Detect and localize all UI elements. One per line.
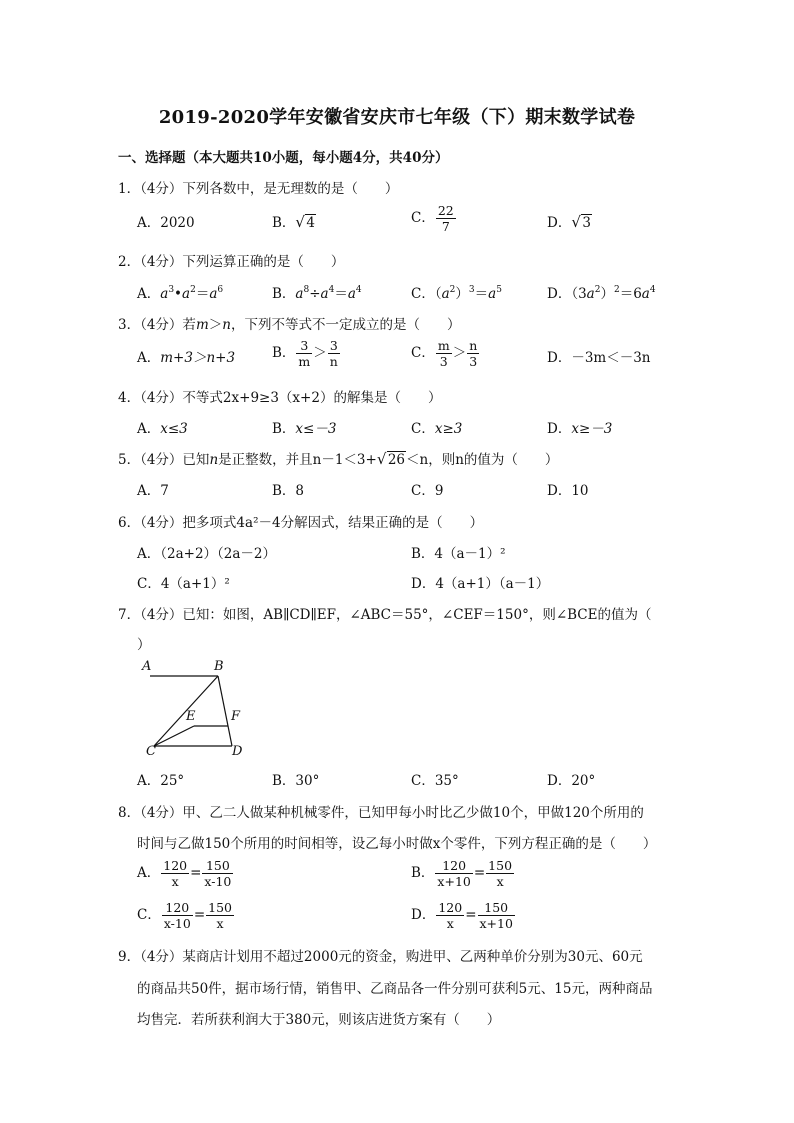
question-7-stem: 7．（4分）已知：如图，AB∥CD∥EF，∠ABC＝55°，∠CEF＝150°，则∠BCE的值为（ — [118, 607, 652, 623]
question-6-stem: 6．（4分）把多项式4a²－4分解因式，结果正确的是（ ） — [118, 515, 484, 531]
line-ce — [154, 726, 194, 746]
question-2-stem: 2．（4分）下列运算正确的是（ ） — [118, 254, 345, 270]
section-heading: 一、选择题（本大题共10小题，每小题4分，共40分） — [118, 150, 449, 166]
q4-option-b: B．x≤－3 — [272, 421, 337, 437]
fig-label-d: D — [232, 744, 243, 759]
q5-option-c: C．9 — [411, 483, 444, 499]
question-9-line1: 9．（4分）某商店计划用不超过2000元的资金，购进甲、乙两种单价分别为30元、60元 — [118, 949, 643, 965]
q3-option-d: D．－3m＜－3n — [547, 350, 651, 366]
q2-option-a: A．$a^3•a^2=a^6$ — [137, 285, 224, 302]
q7-option-a: A．25° — [137, 773, 185, 789]
q8-option-d: D． $\frac{120}{x}$ = $\frac{150}{x+10}$ — [411, 900, 513, 931]
q5-option-b: B．8 — [272, 483, 305, 499]
q1-option-d: D． √ 3 — [547, 213, 591, 231]
q7-option-c: C．35° — [411, 773, 459, 789]
fig-label-e: E — [186, 709, 196, 724]
fig-label-f: F — [231, 709, 241, 724]
question-8-stem-line1: 8．（4分）甲、乙二人做某种机械零件，已知甲每小时比乙少做10个，甲做120个所用的 — [118, 805, 644, 821]
question-5-stem: 5．（4分）已知n是正整数，并且n－1＜3+ √ 26＜n，则n的值为（ ） — [118, 450, 559, 468]
fig-label-c: C — [146, 744, 156, 759]
q1-option-a: A．2020 — [137, 215, 195, 231]
question-1-stem: 1．（4分）下列各数中，是无理数的是（ ） — [118, 181, 399, 197]
question-7-stem-cont: ） — [137, 637, 151, 653]
q6-option-b: B．4（a－1）² — [411, 546, 506, 562]
page-title: 2019-2020学年安徽省安庆市七年级（下）期末数学试卷 — [158, 107, 636, 128]
q5-option-d: D．10 — [547, 483, 589, 499]
q4-option-c: C．x≥3 — [411, 421, 463, 437]
q8-option-b: B． $\frac{120}{x+10}$ = $\frac{150}{x}$ — [411, 858, 513, 889]
q6-option-d: D．4（a+1）（a－1） — [411, 576, 550, 592]
q3-option-a: A．m+3＞n+3 — [137, 350, 236, 366]
q3-option-c: C． $\frac{m}{3}$ ＞ $\frac{n}{3}$ — [411, 338, 478, 369]
line-bd — [218, 676, 232, 746]
q2-option-d: D．$(3a^2)^2=6a^4$ — [547, 285, 656, 302]
q7-option-b: B．30° — [272, 773, 320, 789]
q6-option-c: C．4（a+1）² — [137, 576, 230, 592]
q5-option-a: A．7 — [137, 483, 169, 499]
q6-option-a: A．（2a+2）（2a－2） — [137, 546, 277, 562]
q7-option-d: D．20° — [547, 773, 596, 789]
question-3-stem: 3．（4分）若m＞n，下列不等式不一定成立的是（ ） — [118, 317, 461, 333]
fig-label-a: A — [142, 659, 152, 674]
q8-option-a: A． $\frac{120}{x}$ = $\frac{150}{x-10}$ — [137, 858, 232, 889]
question-8-stem-line2: 时间与乙做150个所用的时间相等，设乙每小时做x个零件，下列方程正确的是（ ） — [137, 836, 657, 852]
q2-option-c: C．$(a^2)^3=a^5$ — [411, 285, 502, 302]
q3-option-b: B． $\frac{3}{m}$ ＞ $\frac{3}{n}$ — [272, 338, 338, 369]
fig-label-b: B — [214, 659, 224, 674]
question-9-line3: 均售完．若所获利润大于380元，则该店进货方案有（ ） — [137, 1012, 501, 1028]
q4-option-d: D．x≥－3 — [547, 421, 613, 437]
q1-option-b: B． √ 4 — [272, 213, 316, 231]
q8-option-c: C． $\frac{120}{x-10}$ = $\frac{150}{x}$ — [137, 900, 232, 931]
q4-option-a: A．x≤3 — [137, 421, 188, 437]
q2-option-b: B．$a^8\div a^4=a^4$ — [272, 285, 362, 302]
question-9-line2: 的商品共50件，据市场行情，销售甲、乙商品各一件分别可获利5元、15元，两种商品 — [137, 981, 653, 997]
q1-option-c: C． $\frac{22}{7}$ — [411, 203, 454, 234]
question-4-stem: 4．（4分）不等式2x+9≥3（x+2）的解集是（ ） — [118, 390, 442, 406]
